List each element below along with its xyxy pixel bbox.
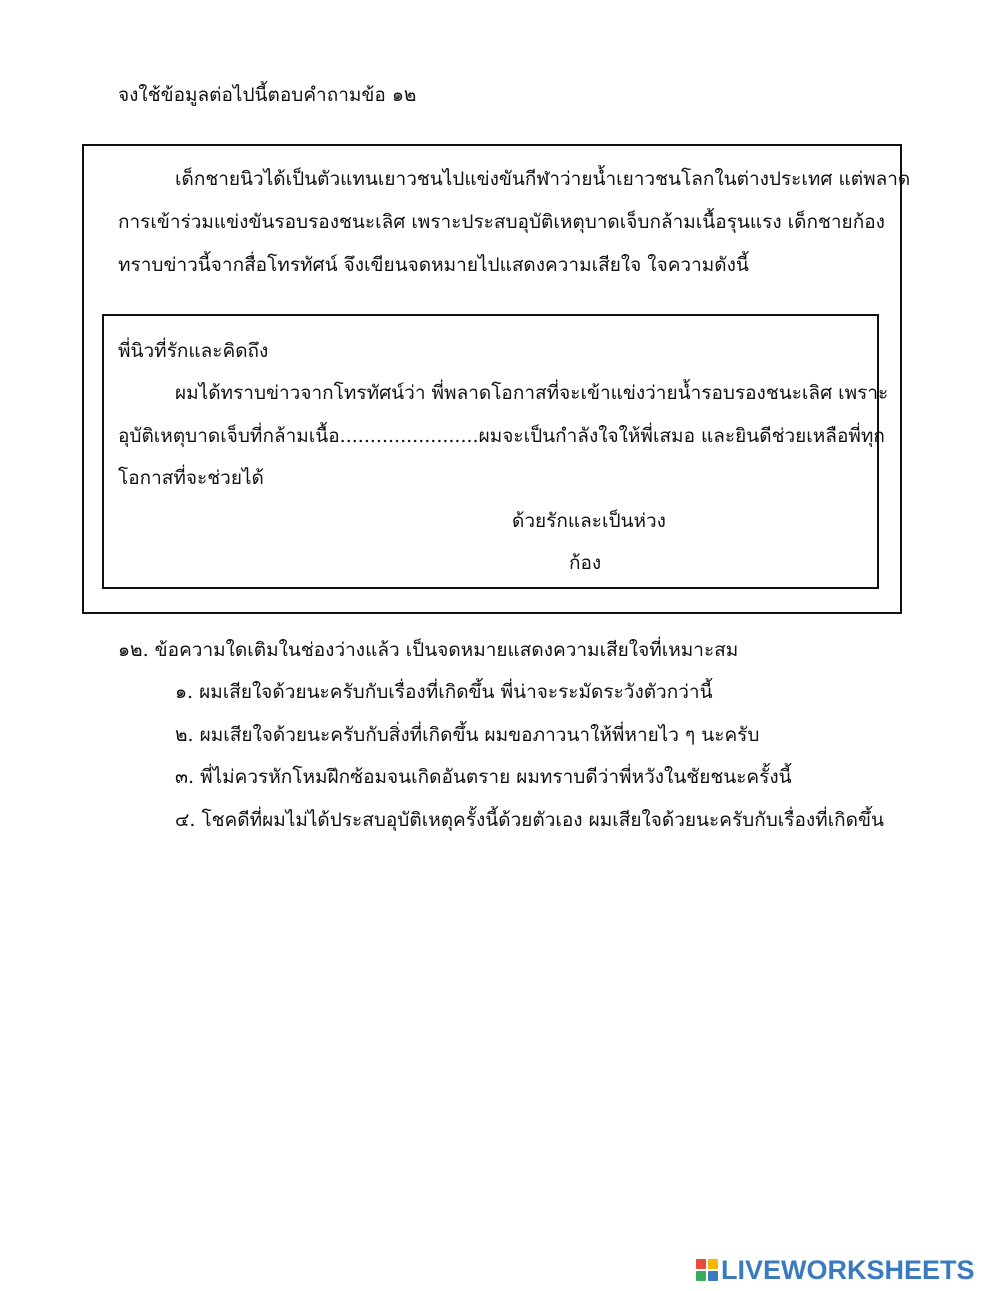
- letter-greeting: พี่นิวที่รักและคิดถึง: [118, 340, 269, 362]
- question-text: ๑๒. ข้อความใดเติมในช่องว่างแล้ว เป็นจดหมายแสดงความเสียใจที่เหมาะสม: [118, 639, 739, 661]
- passage-line-1: เด็กชายนิวได้เป็นตัวแทนเยาวชนไปแข่งขันกีฬาว่ายน้ำเยาวชนโลกในต่างประเทศ แต่พลาด: [175, 168, 911, 190]
- passage-line-2: การเข้าร่วมแข่งขันรอบรองชนะเลิศ เพราะประสบอุบัติเหตุบาดเจ็บกล้ามเนื้อรุนแรง เด็กชายก้อง: [118, 211, 885, 233]
- passage-line-3: ทราบข่าวนี้จากสื่อโทรทัศน์ จึงเขียนจดหมายไปแสดงความเสียใจ ใจความดังนี้: [118, 254, 749, 276]
- choice-4[interactable]: ๔. โชคดีที่ผมไม่ได้ประสบอุบัติเหตุครั้งนี้ด้วยตัวเอง ผมเสียใจด้วยนะครับกับเรื่องที่เกิดขึ้น: [175, 809, 885, 831]
- letter-body-line-1: ผมได้ทราบข่าวจากโทรทัศน์ว่า พี่พลาดโอกาสที่จะเข้าแข่งว่ายน้ำรอบรองชนะเลิศ เพราะ: [175, 382, 889, 404]
- letter-signature: ก้อง: [569, 552, 602, 574]
- liveworksheets-logo-icon: [696, 1259, 718, 1281]
- letter-body-line-3: โอกาสที่จะช่วยได้: [118, 467, 264, 489]
- letter-closing: ด้วยรักและเป็นห่วง: [512, 510, 666, 532]
- choice-3[interactable]: ๓. พี่ไม่ควรหักโหมฝึกซ้อมจนเกิดอันตราย ผมทราบดีว่าพี่หวังในชัยชนะครั้งนี้: [175, 766, 792, 788]
- liveworksheets-brand: [696, 1255, 975, 1285]
- letter-body-line-2: อุบัติเหตุบาดเจ็บที่กล้ามเนื้อ.......................ผมจะเป็นกำลังใจให้พี่เสมอ และยินดีช่วยเหลือพี่ทุก: [118, 425, 885, 447]
- choice-2[interactable]: ๒. ผมเสียใจด้วยนะครับกับสิ่งที่เกิดขึ้น ผมขอภาวนาให้พี่หายไว ๆ นะครับ: [175, 724, 760, 746]
- instruction-text: จงใช้ข้อมูลต่อไปนี้ตอบคำถามข้อ ๑๒: [118, 84, 417, 106]
- brand-name: LIVEWORKSHEETS: [721, 1255, 975, 1285]
- choice-1[interactable]: ๑. ผมเสียใจด้วยนะครับกับเรื่องที่เกิดขึ้น พี่น่าจะระมัดระวังตัวกว่านี้: [175, 681, 713, 703]
